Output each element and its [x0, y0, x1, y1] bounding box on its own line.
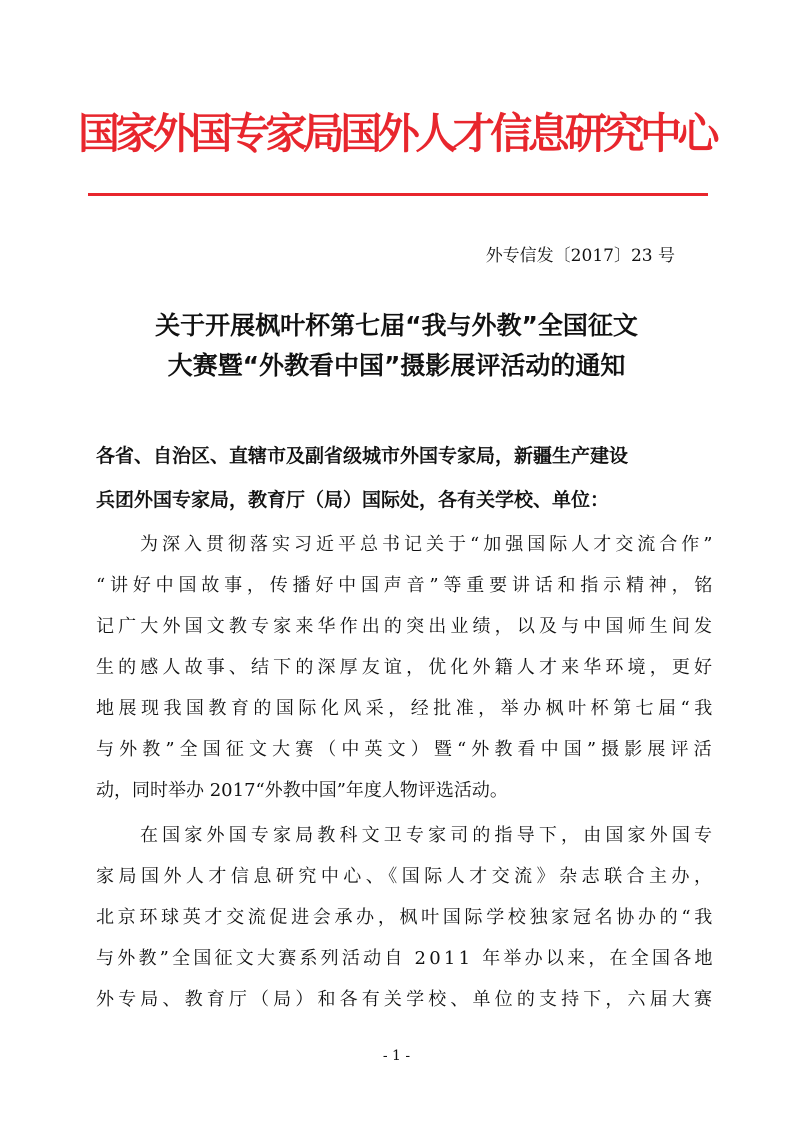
paragraph1-line-6: 与外教”全国征文大赛（中英文）暨“外教看中国”摄影展评活 — [96, 739, 717, 760]
paragraph2-line-5: 外专局、教育厅（局）和各有关学校、单位的支持下，六届大赛 — [96, 989, 717, 1010]
paragraph2-line-2: 家局国外人才信息研究中心、《国际人才交流》杂志联合主办， — [96, 866, 717, 887]
document-title-line-2: 大赛暨“外教看中国”摄影展评活动的通知 — [167, 351, 626, 380]
paragraph1-line-5: 地展现我国教育的国际化风采，经批准，举办枫叶杯第七届“我 — [96, 698, 717, 719]
recipients-line-2: 兵团外国专家局，教育厅（局）国际处，各有关学校、单位： — [96, 489, 610, 511]
paragraph2-line-3: 北京环球英才交流促进会承办，枫叶国际学校独家冠名协办的“我 — [96, 907, 716, 928]
paragraph1-line-1: 为深入贯彻落实习近平总书记关于“加强国际人才交流合作” — [140, 534, 717, 555]
document-number: 外专信发〔2017〕23 号 — [485, 246, 675, 266]
paragraph1-line-4: 生的感人故事、结下的深厚友谊，优化外籍人才来华环境，更好 — [96, 657, 717, 678]
document-title-line-1: 关于开展枫叶杯第七届“我与外教”全国征文 — [155, 311, 638, 340]
letterhead-title: 国家外国专家局国外人才信息研究中心 — [77, 109, 715, 158]
letterhead-red-rule — [88, 193, 708, 196]
paragraph1-line-3: 记广大外国文教专家来华作出的突出业绩，以及与中国师生间发 — [96, 616, 717, 637]
page-number: - 1 - — [382, 1048, 411, 1064]
paragraph1-line-2: “讲好中国故事，传播好中国声音”等重要讲话和指示精神，铭 — [96, 575, 718, 596]
paragraph1-line-7: 动，同时举办 2017“外教中国”年度人物评选活动。 — [96, 780, 508, 801]
paragraph2-line-4: 与外教”全国征文大赛系列活动自 2011 年举办以来，在全国各地 — [96, 948, 716, 969]
recipients-line-1: 各省、自治区、直辖市及副省级城市外国专家局，新疆生产建设 — [96, 445, 629, 467]
paragraph2-line-1: 在国家外国专家局教科文卫专家司的指导下，由国家外国专 — [140, 825, 717, 846]
